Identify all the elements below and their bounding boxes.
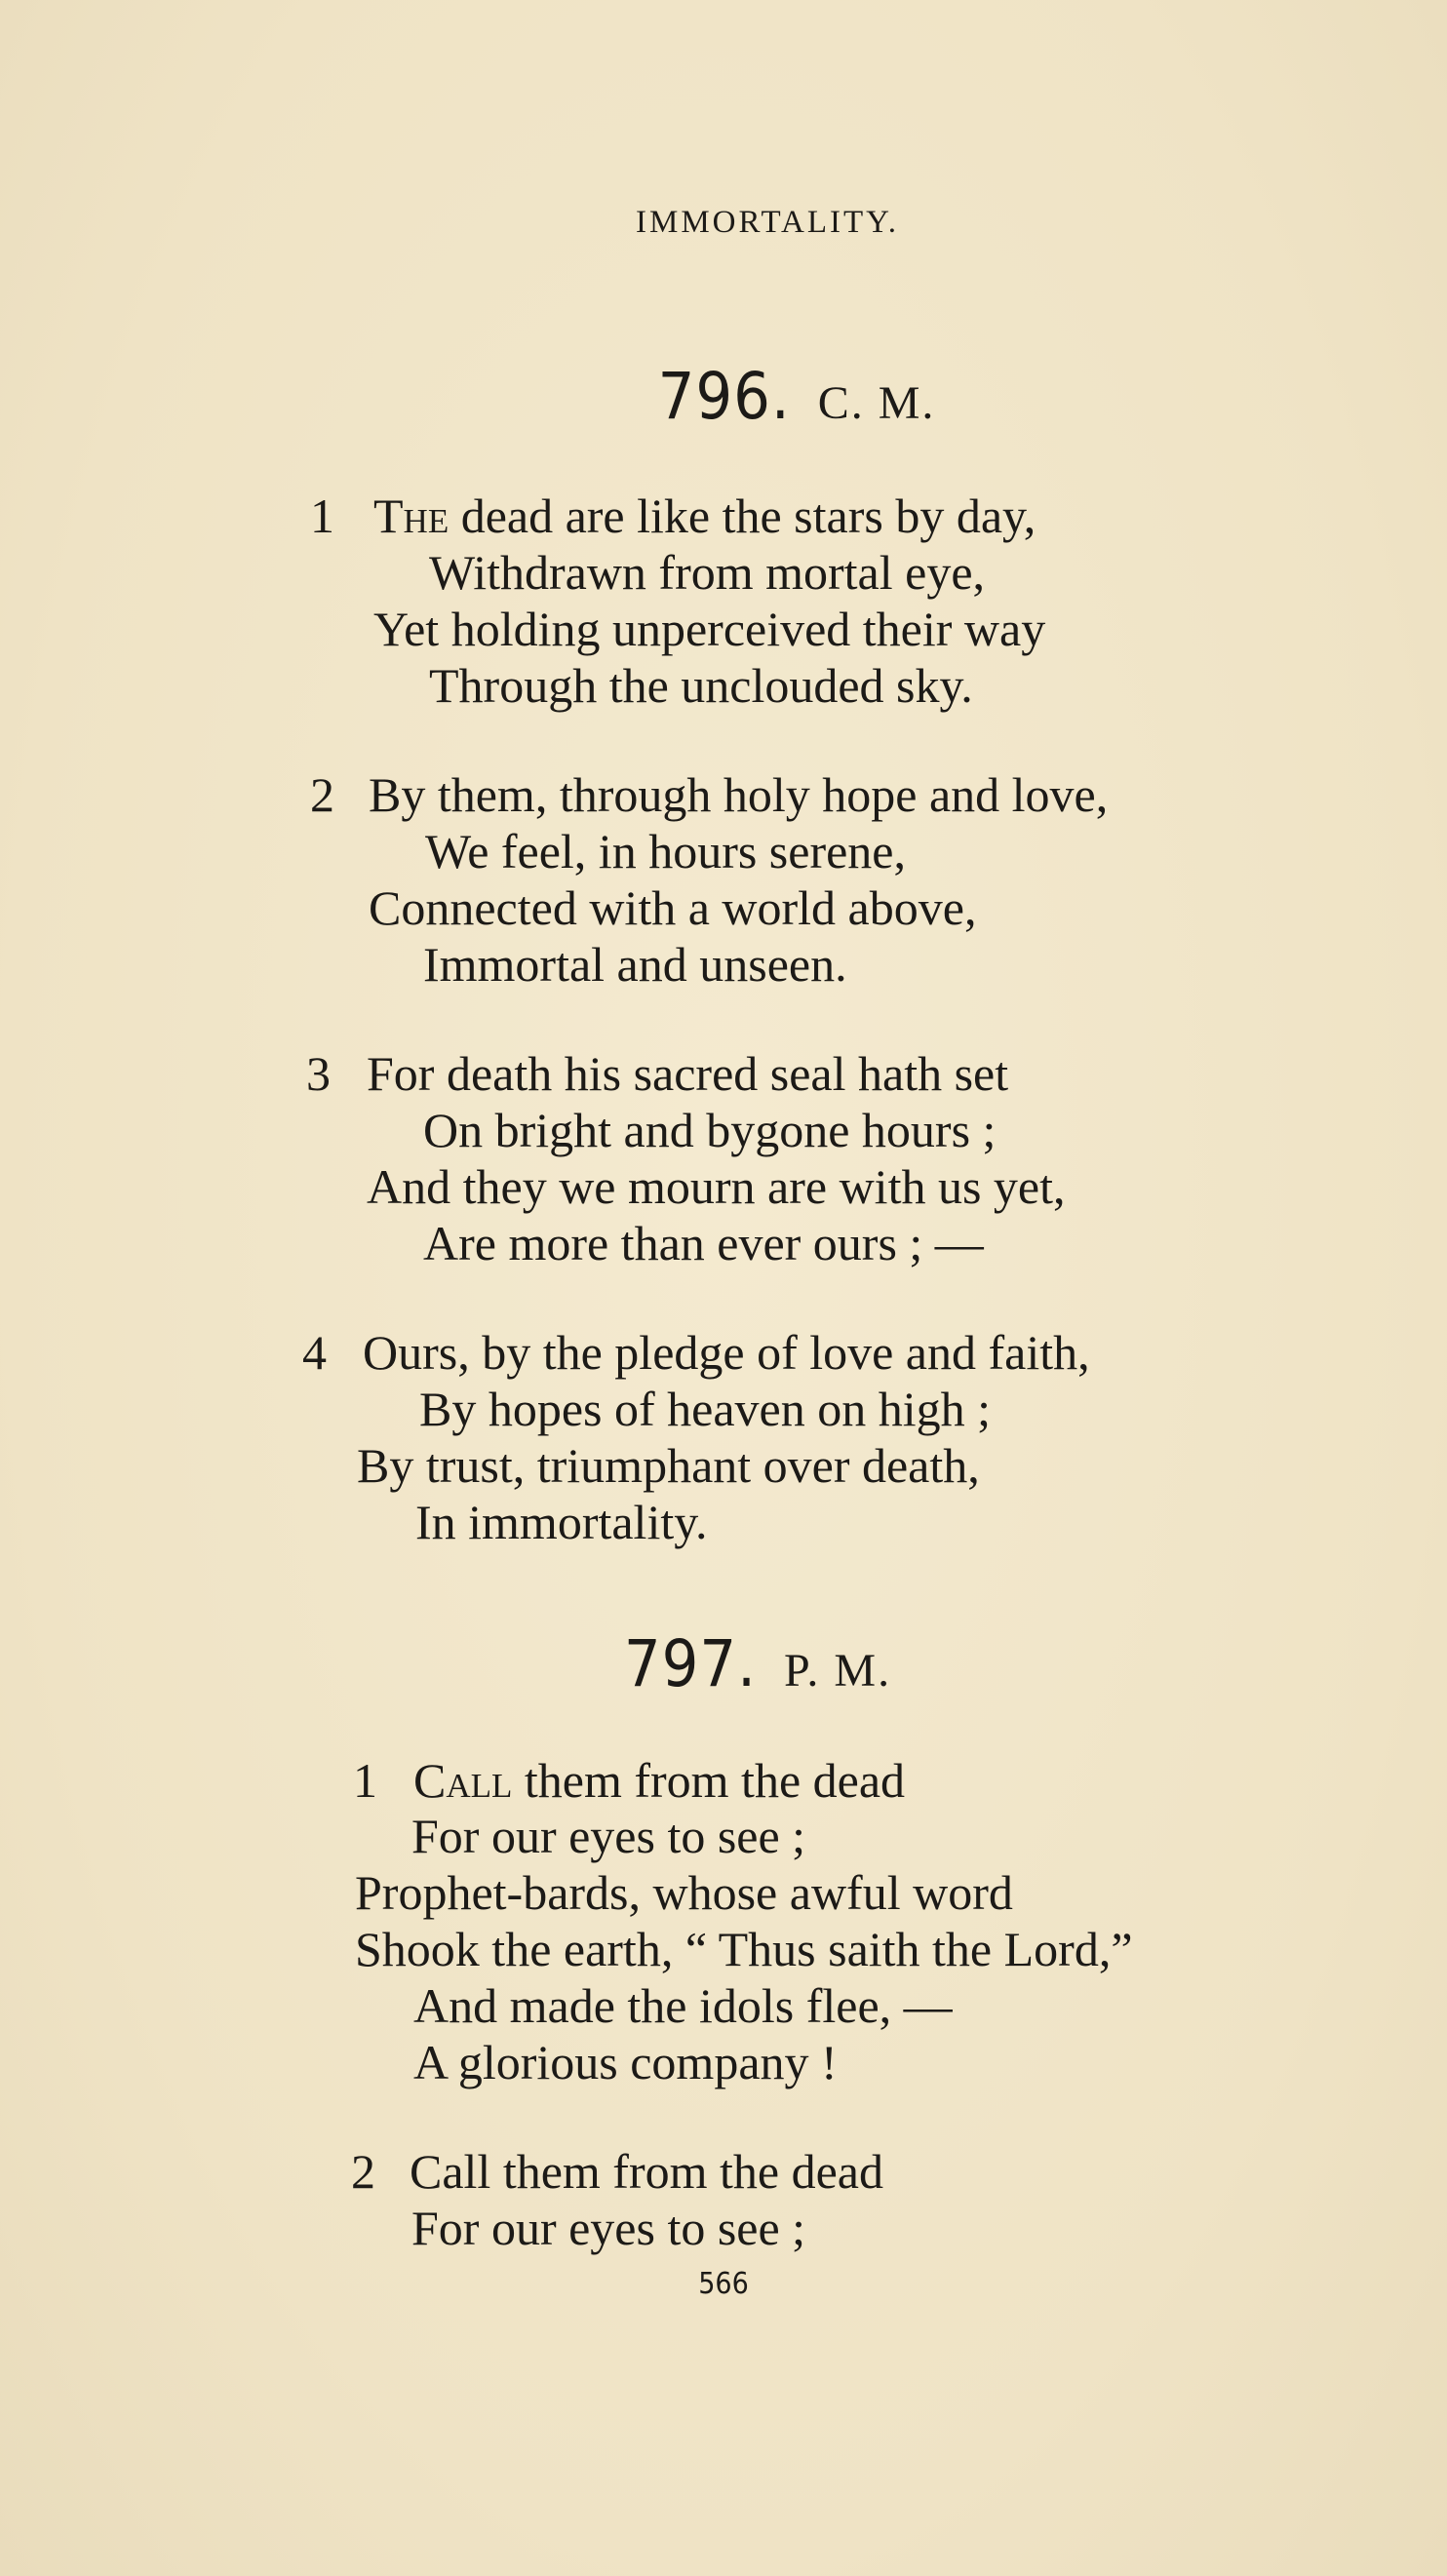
verse-number: 4 bbox=[302, 1325, 327, 1380]
verse-line: And made the idols flee, — bbox=[413, 1978, 953, 2033]
verse-line: Shook the earth, “ Thus saith the Lord,” bbox=[355, 1922, 1133, 1976]
verse-line: For death his sacred seal hath set bbox=[367, 1046, 1009, 1101]
verse-line-text: them from the dead bbox=[512, 1753, 906, 1808]
verse-line: And they we mourn are with us yet, bbox=[367, 1159, 1066, 1214]
page-number: 566 bbox=[698, 2267, 749, 2301]
running-head: IMMORTALITY. bbox=[635, 205, 899, 240]
verse-line: By them, through holy hope and love, bbox=[369, 767, 1109, 822]
hymn-797-heading bbox=[0, 1626, 1447, 1701]
verse-line: We feel, in hours serene, bbox=[425, 824, 906, 878]
verse-line: Connected with a world above, bbox=[369, 880, 977, 935]
verse-line: By trust, triumphant over death, bbox=[357, 1438, 980, 1493]
verse-line: Yet holding unperceived their way bbox=[373, 602, 1046, 656]
hymn-number: 796. bbox=[657, 359, 791, 434]
verse-line: For our eyes to see ; bbox=[411, 1809, 806, 1863]
hymn-meter: C. M. bbox=[817, 377, 936, 429]
hymn-796-heading bbox=[0, 359, 1447, 434]
verse-line: By hopes of heaven on high ; bbox=[419, 1382, 992, 1436]
verse-line bbox=[413, 1752, 905, 1809]
verse-lead-word: Call bbox=[413, 1753, 513, 1808]
verse-line-text: dead are like the stars by day, bbox=[449, 488, 1036, 543]
verse-line: For our eyes to see ; bbox=[411, 2201, 806, 2255]
verse-line: Prophet-bards, whose awful word bbox=[355, 1865, 1013, 1920]
verse-line bbox=[373, 488, 1036, 544]
verse-line: Through the unclouded sky. bbox=[429, 658, 973, 713]
verse-line: A glorious company ! bbox=[413, 2035, 838, 2089]
verse-number: 3 bbox=[306, 1046, 331, 1101]
verse-number: 1 bbox=[310, 488, 334, 543]
hymn-number: 797. bbox=[623, 1626, 758, 1701]
verse-number: 2 bbox=[351, 2144, 375, 2199]
hymn-meter: P. M. bbox=[784, 1645, 892, 1697]
verse-line: Withdrawn from mortal eye, bbox=[429, 545, 986, 600]
verse-lead-word: The bbox=[373, 488, 450, 543]
verse-number: 2 bbox=[310, 767, 334, 822]
verse-line: On bright and bygone hours ; bbox=[423, 1103, 997, 1157]
verse-line: Call them from the dead bbox=[410, 2144, 883, 2199]
verse-line: Ours, by the pledge of love and faith, bbox=[363, 1325, 1090, 1380]
verse-line: Immortal and unseen. bbox=[423, 937, 847, 992]
verse-line: Are more than ever ours ; — bbox=[423, 1216, 984, 1270]
verse-number: 1 bbox=[353, 1753, 377, 1808]
verse-line: In immortality. bbox=[415, 1495, 708, 1549]
